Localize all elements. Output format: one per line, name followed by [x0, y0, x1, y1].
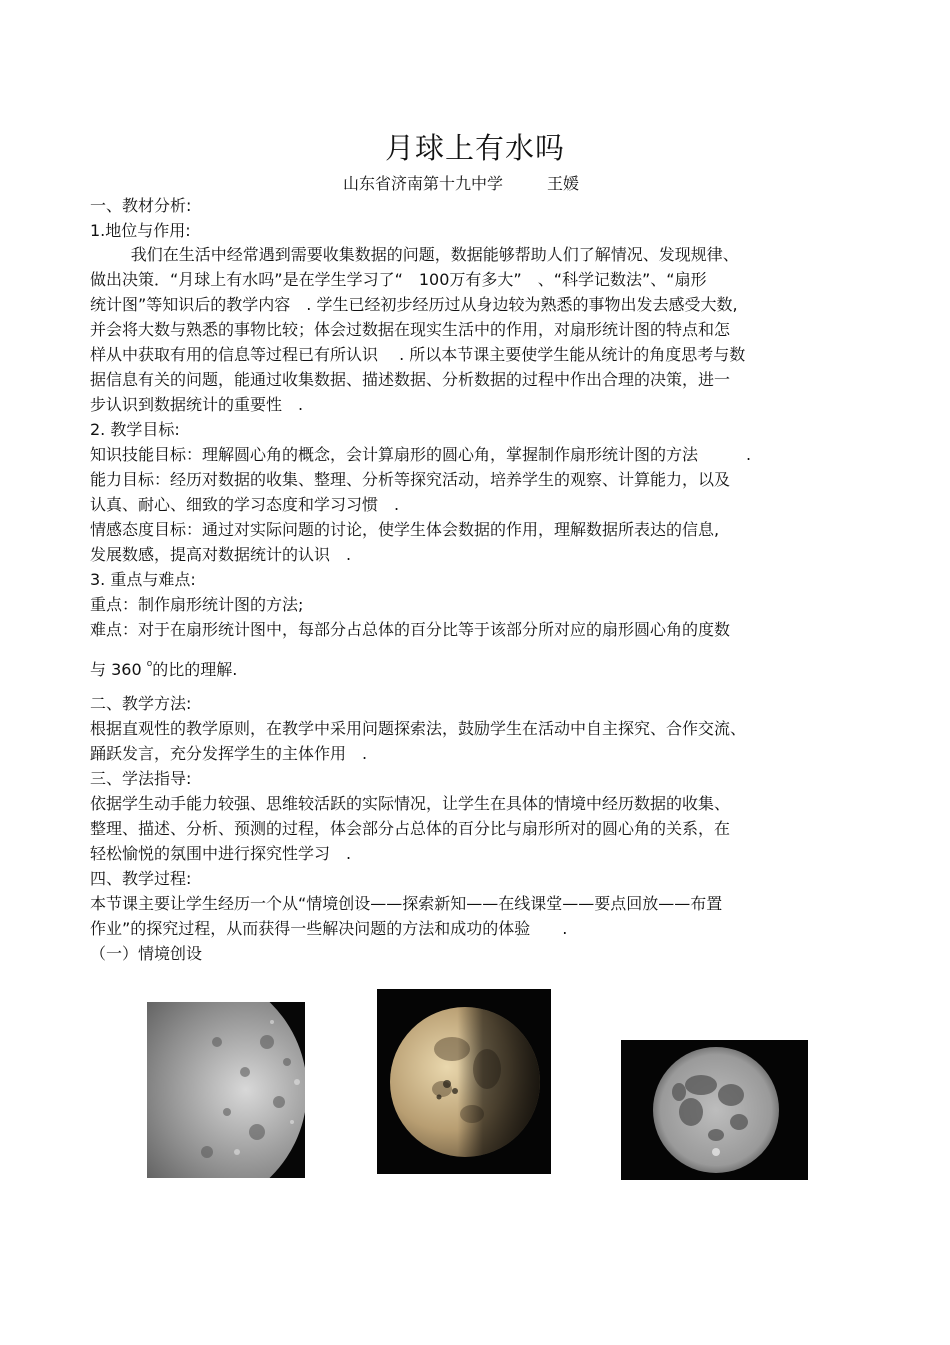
paragraph-line: 作业”的探究过程，从而获得一些解决问题的方法和成功的体验 .	[90, 919, 568, 938]
section-heading: 三、学法指导:	[90, 769, 192, 788]
document-title: 月球上有水吗	[384, 131, 565, 165]
paragraph-line: 整理、描述、分析、预测的过程，体会部分占总体的百分比与扇形所对的圆心角的关系，在	[90, 819, 731, 838]
paragraph-line: 统计图”等知识后的教学内容 . 学生已经初步经历过从身边较为熟悉的事物出发去感受大数,	[90, 295, 738, 314]
school-name: 山东省济南第十九中学	[343, 174, 504, 193]
paragraph-line: 样从中获取有用的信息等过程已有所认识 . 所以本节课主要使学生能从统计的角度思考与数	[90, 345, 746, 364]
paragraph-line: 踊跃发言，充分发挥学生的主体作用 .	[90, 744, 368, 763]
moon-photo-gray-full	[621, 1040, 808, 1180]
subsection-heading: 3. 重点与难点:	[90, 570, 196, 589]
moon-photo-color-full	[377, 989, 551, 1174]
paragraph-line: 并会将大数与熟悉的事物比较；体会过数据在现实生活中的作用，对扇形统计图的特点和怎	[90, 320, 731, 339]
subsection-heading: 2. 教学目标:	[90, 420, 180, 439]
paragraph-line: 依据学生动手能力较强、思维较活跃的实际情况，让学生在具体的情境中经历数据的收集、	[90, 794, 731, 813]
paragraph-line: 重点：制作扇形统计图的方法;	[90, 595, 304, 614]
section-heading: 二、教学方法:	[90, 694, 192, 713]
paragraph-line: 知识技能目标：理解圆心角的概念，会计算扇形的圆心角，掌握制作扇形统计图的方法 .	[90, 445, 752, 464]
degree-text-before: 与 360	[90, 660, 147, 679]
paragraph-line: 本节课主要让学生经历一个从“情境创设——探索新知——在线课堂——要点回放——布置	[90, 894, 723, 913]
paragraph-line: 难点：对于在扇形统计图中，每部分占总体的百分比等于该部分所对应的扇形圆心角的度数	[90, 620, 731, 639]
paragraph-line: 步认识到数据统计的重要性 .	[90, 395, 304, 414]
paragraph-line: 做出决策．“月球上有水吗”是在学生学习了“ 100万有多大” 、“科学记数法”、“扇形	[90, 270, 707, 289]
subsection-heading: （一）情境创设	[90, 944, 203, 963]
moon-photo-gray-crescent	[147, 1002, 305, 1178]
degree-symbol: o	[146, 659, 153, 669]
section-heading: 四、教学过程:	[90, 869, 192, 888]
paragraph-line: 根据直观性的教学原则，在教学中采用问题探索法，鼓励学生在活动中自主探究、合作交流、	[90, 719, 747, 738]
author-line	[343, 171, 579, 194]
author-name: 王媛	[547, 174, 580, 193]
paragraph-line: 认真、耐心、细致的学习态度和学习习惯 .	[90, 495, 400, 514]
section-heading: 一、教材分析:	[90, 196, 192, 215]
paragraph-line: 能力目标：经历对数据的收集、整理、分析等探究活动，培养学生的观察、计算能力，以及	[90, 470, 731, 489]
degree-text-after: 的比的理解.	[152, 660, 238, 679]
subsection-heading: 1.地位与作用:	[90, 221, 191, 240]
paragraph-line: 发展数感，提高对数据统计的认识 .	[90, 545, 352, 564]
paragraph-line: 据信息有关的问题，能通过收集数据、描述数据、分析数据的过程中作出合理的决策，进一	[90, 370, 731, 389]
paragraph-line	[90, 660, 237, 683]
paragraph-line: 轻松愉悦的氛围中进行探究性学习 .	[90, 844, 352, 863]
paragraph-line: 我们在生活中经常遇到需要收集数据的问题，数据能够帮助人们了解情况、发现规律、	[90, 245, 739, 264]
paragraph-line: 情感态度目标：通过对实际问题的讨论，使学生体会数据的作用，理解数据所表达的信息,	[90, 520, 720, 539]
